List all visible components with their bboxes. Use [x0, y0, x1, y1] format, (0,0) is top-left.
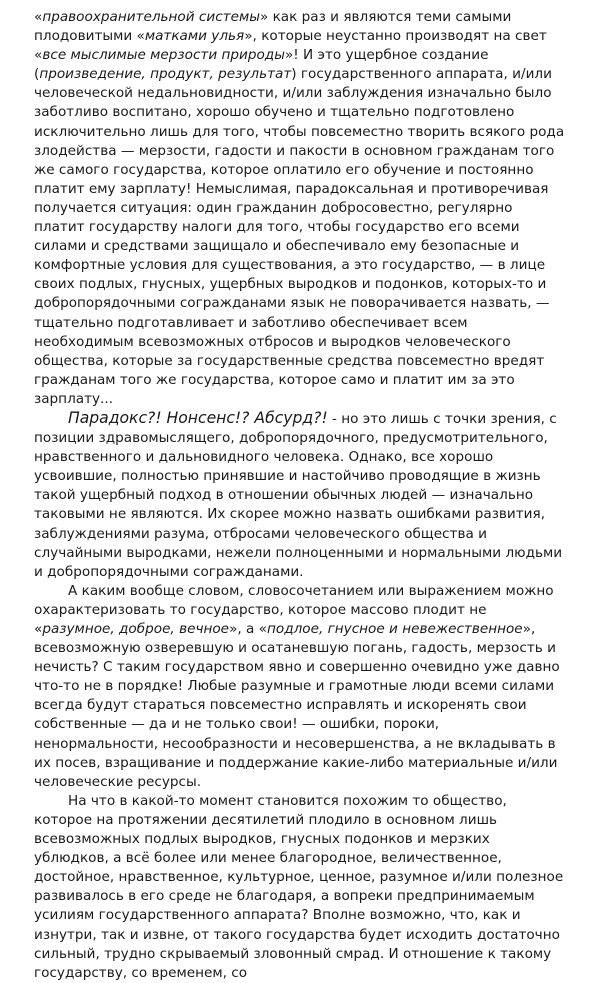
emphasis-run: разумное, доброе, вечное: [42, 621, 230, 637]
paragraph-1: [34, 8, 566, 409]
paragraph-2: [34, 409, 566, 582]
emphasis-run: правоохранительной системы: [42, 9, 260, 25]
text-run: », всевозможную озверевшую и осатаневшую погань, гадость, мерзость и нечисть? С таким государством явно и совершенно очевидно уже давно что-то не в порядке! Любые разумные и грамотные люди всеми силами всегда будут стараться повсеместно исправлять и искоренять свои собственные — да и не только свои! — ошибки, пороки, ненормальности, несообразности и несовершенства, а не вкладывать в их посев, взращивание и поддержание какие-либо материальные и/или человеческие ресурсы.: [34, 621, 560, 790]
emphasis-run: матками улья: [144, 28, 245, 45]
emphasis-run: все мыслимые мерзости природы: [42, 47, 285, 64]
text-run: » как раз и являются теми самыми плодовитыми «: [34, 9, 512, 45]
emphasis-run: подлое, гнусное и невежественное: [267, 621, 523, 637]
paragraph-3: [34, 582, 566, 792]
text-run: А каким вообще словом, словосочетанием или выражением можно охарактеризовать то государство, которое массово плодит не «: [34, 582, 554, 637]
text-run: ) государственного аппарата, и/или человеческой недальновидности, и/или заблуждения изначально было заботливо воспитано, хорошо обучено и тщательно подготовлено исключительно лишь для того, чтобы повсеместно творить всякого рода злодейства — мерзости, гадости и пакости в основном гражданам того же самого государства, которое оплатило его обучение и постоянно платит ему зарплату! Немыслимая, парадоксальная и противоречивая получается ситуация: один гражданин добросовестно, регулярно платит государству налоги для того, чтобы государство его всеми силами и средствами защищало и обеспечивало ему безопасные и комфортные условия для существования, а это государство, — в лице своих подлых, гнусных, ущербных выродков и подонков, которых-то и добропорядочными согражданами язык не поворачивается назвать, — тщательно подготавливает и заботливо обеспечивает всем необходимым всевозможных отбросов и выродков человеческого общества, которые за государственные средства повсеместно вредят гражданам того же государства, которое само и платит им за это зарплату...: [34, 66, 565, 407]
text-run: На что в какой-то момент становится похожим то общество, которое на протяжении десятилетий плодило в основном лишь всевозможных подлых выродков, гнусных подонков и мерзких ублюдков, а всё более или менее благородное, величественное, достойное, нравственное, культурное, ценное, разумное и/или полезное развивалось в его среде не благодаря, а вопреки предпринимаемым усилиям государственного аппарата? Вполне возможно, что, как и изнутри, так и извне, от такого государства будет исходить достаточно сильный, трудно скрываемый зловонный смрад. И отношение к такому государству, со временем, со: [34, 792, 564, 981]
text-run: », которые неустанно производят на свет «: [34, 28, 547, 64]
emphasis-run: Парадокс?! Нонсенс!? Абсурд?!: [68, 408, 328, 427]
text-run: «: [34, 9, 43, 25]
text-run: », а «: [229, 621, 267, 637]
emphasis-run: произведение, продукт, результат: [39, 66, 292, 83]
text-run: - но это лишь с точки зрения, с позиции здравомыслящего, добропорядочного, предусмотрительного, нравственного и дальновидного человека. Однако, все хорошо усвоившие, полностью принявшие и настойчиво проводящие в жизнь такой ущербный подход в отношении обычных людей — изначально таковыми не являются. Их скорее можно назвать ошибками развития, заблуждениями разума, отбросами человеческого общества и случайными выродками, нежели полноценными и нормальными людьми и добропорядочными согражданами.: [34, 410, 563, 580]
paragraph-4: [34, 792, 566, 983]
text-run: »! И это ущербное создание (: [34, 47, 489, 83]
